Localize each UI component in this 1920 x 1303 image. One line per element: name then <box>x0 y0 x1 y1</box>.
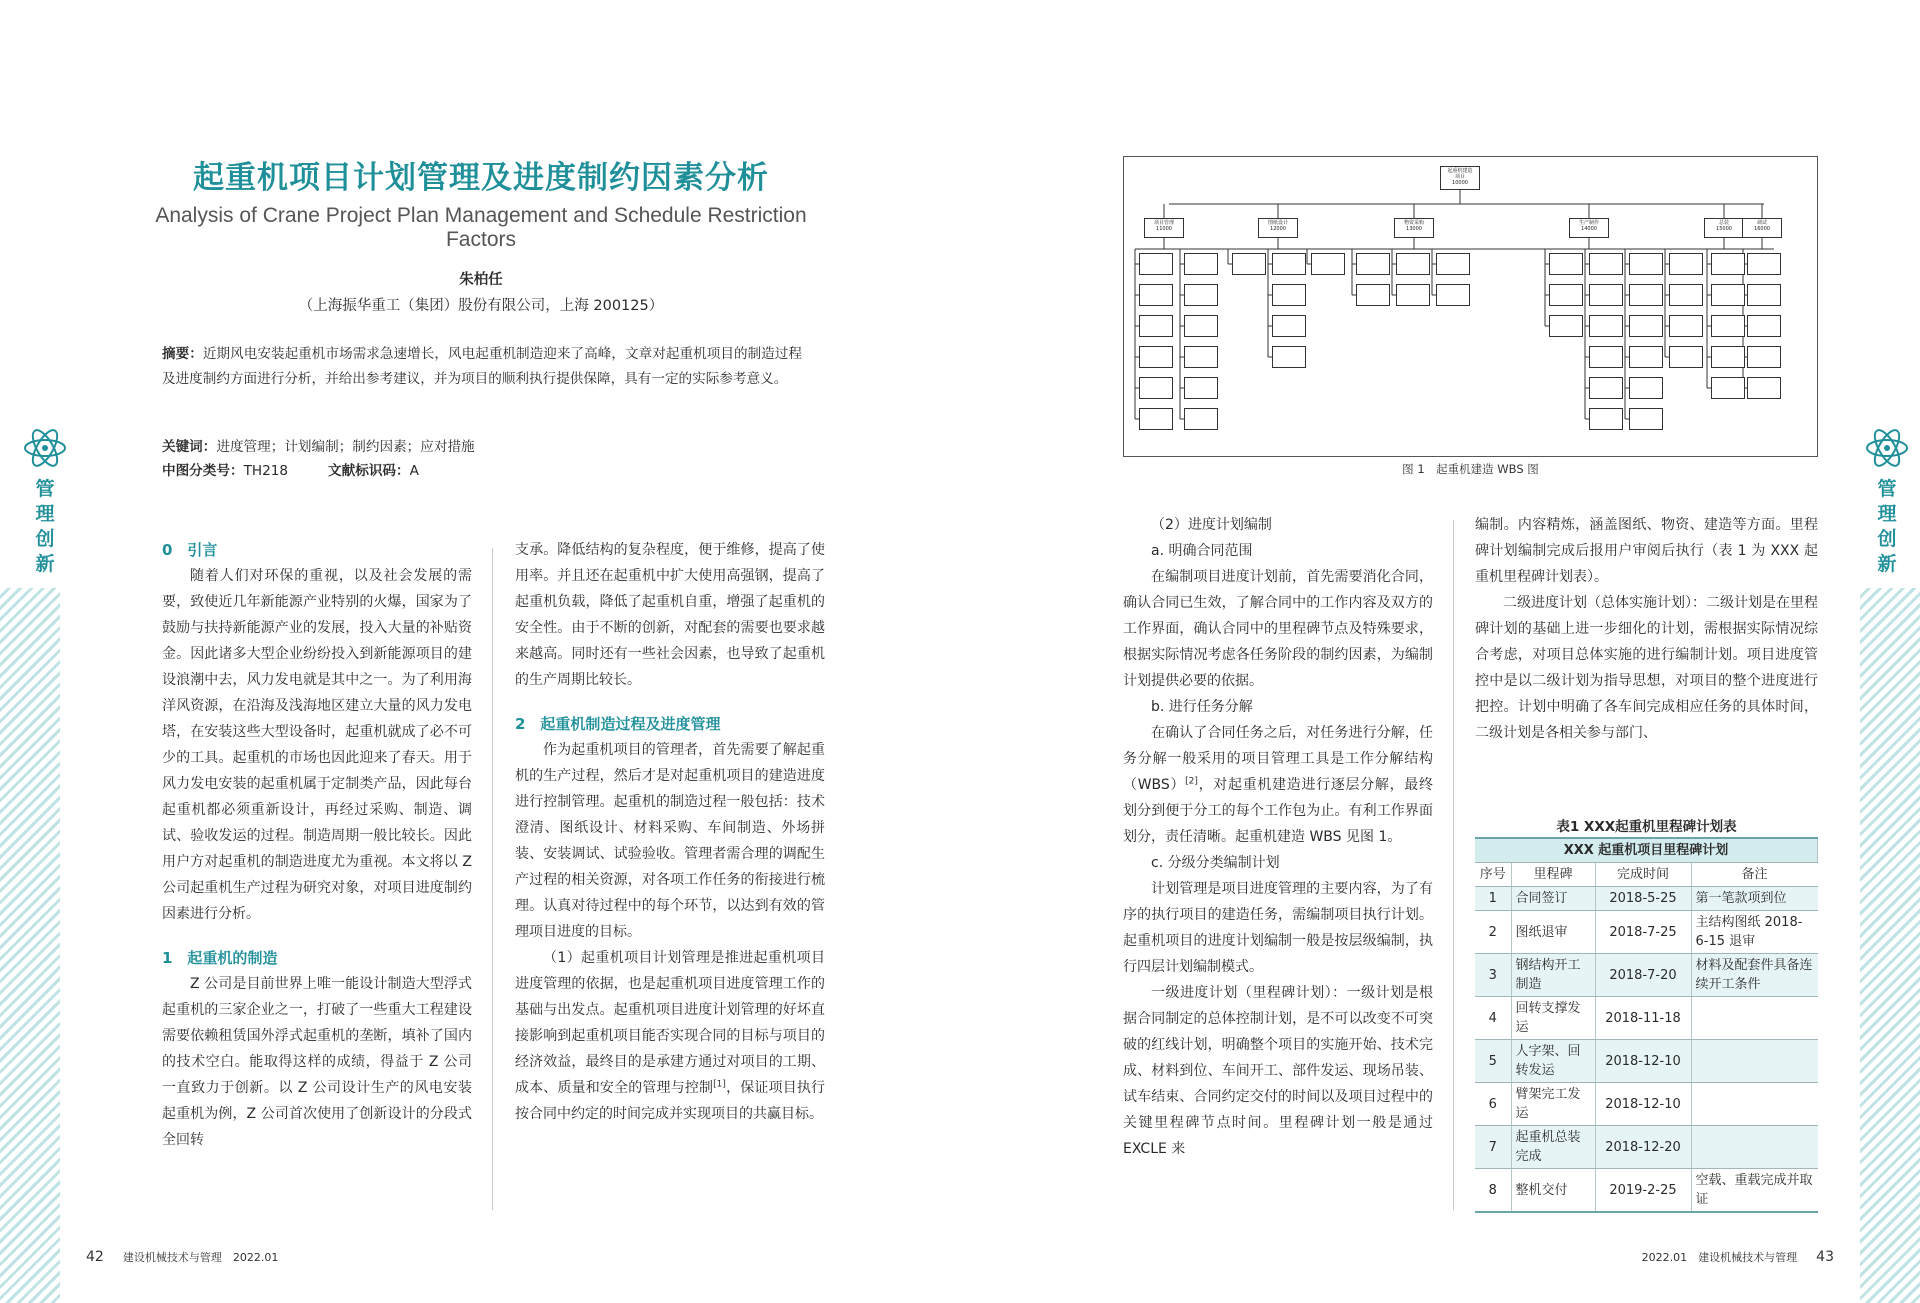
paragraph: 二级进度计划（总体实施计划）：二级计划是在里程碑计划的基础上进一步细化的计划，需根据实际情况综合考虑，对项目总体实施的进行编制计划。项目进度管控中是以二级计划为指导思想，对项目的整个进度进行把控。计划中明确了各车间完成相应任务的具体时间，二级计划是各相关参与部门、 <box>1475 595 1818 741</box>
paragraph: （1）起重机项目计划管理是推进起重机项目进度管理的依据，也是起重机项目进度管理工作的基础与出发点。起重机项目进度计划管理的好坏直接影响到起重机项目能否实现合同的目标与项目的经济效益，最终目的是承建方通过对项目的工期、成本、质量和安全的管理与控制[1]，保证项目执行按合同中约定的时间完成并实现项目的共赢目标。 <box>515 950 826 1122</box>
wbs-node <box>1629 346 1663 368</box>
wbs-node <box>1589 315 1623 337</box>
table-row <box>1475 1126 1818 1169</box>
wbs-node <box>1139 346 1173 368</box>
wbs-node <box>1589 377 1623 399</box>
wbs-node <box>1589 408 1623 430</box>
table-cell: 材料及配套件具备连续开工条件 <box>1691 954 1818 997</box>
table-cell: 整机交付 <box>1511 1169 1595 1213</box>
column-divider <box>1453 520 1454 1210</box>
table-row <box>1475 911 1818 954</box>
table-cell: 7 <box>1475 1126 1511 1169</box>
wbs-node <box>1184 377 1218 399</box>
wbs-node <box>1629 408 1663 430</box>
wbs-node <box>1747 315 1781 337</box>
section-heading-crane-manufacturing: 1 起重机的制造 <box>162 949 278 967</box>
wbs-node <box>1184 253 1218 275</box>
table-row <box>1475 1040 1818 1083</box>
subheading: （2）进度计划编制 <box>1151 517 1272 533</box>
table-cell: 2 <box>1475 911 1511 954</box>
wbs-node: 图纸设计 12000 <box>1258 218 1298 238</box>
table-cell: 6 <box>1475 1083 1511 1126</box>
table-cell: 2018-7-25 <box>1595 911 1691 954</box>
table-cell: 空载、重载完成并取证 <box>1691 1169 1818 1213</box>
atom-icon <box>1864 425 1910 471</box>
subheading: a. 明确合同范围 <box>1151 543 1253 559</box>
wbs-node <box>1669 346 1703 368</box>
wbs-node: 生产制作 14000 <box>1569 218 1609 238</box>
wbs-node <box>1272 253 1306 275</box>
table-cell: 2018-11-18 <box>1595 997 1691 1040</box>
table-cell: 3 <box>1475 954 1511 997</box>
table-cell: 图纸退审 <box>1511 911 1595 954</box>
wbs-node <box>1184 315 1218 337</box>
table-caption: XXX 起重机项目里程碑计划 <box>1475 838 1818 863</box>
keywords-block <box>162 435 802 483</box>
title-english: Analysis of Crane Project Plan Management and Schedule Restriction Factors <box>155 204 807 251</box>
journal-name: 2022.01 建设机械技术与管理 <box>1641 1251 1798 1264</box>
clc-value: TH218 <box>243 463 289 479</box>
wbs-node <box>1669 315 1703 337</box>
wbs-node <box>1669 284 1703 306</box>
wbs-node <box>1711 315 1745 337</box>
section-label: 管 理 创 新 <box>35 478 55 575</box>
table-cell: 第一笔款项到位 <box>1691 887 1818 911</box>
wbs-node <box>1747 346 1781 368</box>
abstract-text: 近期风电安装起重机市场需求急速增长，风电起重机制造迎来了高峰，文章对起重机项目的制造过程及进度制约方面进行分析，并给出参考建议，并为项目的顺利执行提供保障，具有一定的实际参考意义。 <box>162 346 803 387</box>
wbs-node <box>1629 253 1663 275</box>
table-title: 表1 XXX起重机里程碑计划表 <box>1556 819 1737 835</box>
table-row <box>1475 1169 1818 1213</box>
figure-caption: 图 1 起重机建造 WBS 图 <box>1402 462 1539 476</box>
wbs-node <box>1396 284 1430 306</box>
wbs-node <box>1711 284 1745 306</box>
paragraph: 在编制项目进度计划前，首先需要消化合同，确认合同已生效，了解合同中的工作内容及双方的工作界面，确认合同中的里程碑节点及特殊要求，根据实际情况考虑各任务阶段的制约因素，为编制计划提供必要的依据。 <box>1123 569 1433 689</box>
table-cell <box>1691 1040 1818 1083</box>
wbs-node <box>1747 377 1781 399</box>
table-cell <box>1691 1126 1818 1169</box>
wbs-node: 项目管理 11000 <box>1144 218 1184 238</box>
wbs-node <box>1589 284 1623 306</box>
right-section-tab <box>1856 425 1918 577</box>
page-number: 43 <box>1816 1249 1834 1265</box>
citation-ref: [1] <box>713 1079 726 1090</box>
affiliation: （上海振华重工（集团）股份有限公司，上海 200125） <box>298 298 664 314</box>
wbs-node <box>1711 346 1745 368</box>
left-section-tab <box>14 425 76 577</box>
wbs-node <box>1139 253 1173 275</box>
table-header: 备注 <box>1691 863 1818 887</box>
page-number: 42 <box>86 1249 104 1265</box>
wbs-node <box>1139 408 1173 430</box>
wbs-node <box>1669 253 1703 275</box>
table-cell: 臂架完工发运 <box>1511 1083 1595 1126</box>
paragraph: 作为起重机项目的管理者，首先需要了解起重机的生产过程，然后才是对起重机项目的建造进度进行控制管理。起重机的制造过程一般包括：技术澄清、图纸设计、材料采购、车间制造、外场拼装、安装调试、试验验收。管理者需合理的调配生产过程的相关资源，对各项工作任务的衔接进行梳理。认真对待过程中的每个环节，以达到有效的管理项目进度的目标。 <box>515 742 825 940</box>
table-cell <box>1691 997 1818 1040</box>
wbs-node <box>1311 253 1345 275</box>
wbs-node <box>1711 377 1745 399</box>
wbs-node: 总装 15000 <box>1704 218 1744 238</box>
journal-name: 建设机械技术与管理 2022.01 <box>122 1251 279 1264</box>
table-header: 序号 <box>1475 863 1511 887</box>
title-chinese: 起重机项目计划管理及进度制约因素分析 <box>193 160 769 196</box>
footer-right <box>1642 1249 1834 1265</box>
table-cell: 2018-12-10 <box>1595 1040 1691 1083</box>
table-cell: 钢结构开工制造 <box>1511 954 1595 997</box>
wbs-node <box>1184 408 1218 430</box>
wbs-node <box>1589 253 1623 275</box>
table-row <box>1475 954 1818 997</box>
table-cell: 2018-5-25 <box>1595 887 1691 911</box>
author: 朱柏任 <box>459 272 503 288</box>
section-heading-process: 2 起重机制造过程及进度管理 <box>515 715 721 733</box>
table-cell: 1 <box>1475 887 1511 911</box>
wbs-node <box>1436 284 1470 306</box>
section-label: 管 理 创 新 <box>1877 478 1897 575</box>
table-cell: 2018-12-20 <box>1595 1126 1691 1169</box>
table-row <box>1475 1083 1818 1126</box>
doc-code-value: A <box>409 463 419 479</box>
paragraph: 在确认了合同任务之后，对任务进行分解，任务分解一般采用的项目管理工具是工作分解结构（WBS）[2]，对起重机建造进行逐层分解，最终划分到便于分工的每个工作包为止。有利工作界面划分，责任清晰。起重机建造 WBS 见图 1。 <box>1123 725 1433 845</box>
wbs-figure <box>1123 156 1818 457</box>
table-body <box>1475 887 1818 1213</box>
wbs-node <box>1356 253 1390 275</box>
body-column-1 <box>162 537 472 1153</box>
wbs-node <box>1272 346 1306 368</box>
wbs-node: 起重机建造 项目 10000 <box>1440 166 1480 190</box>
table-cell: 起重机总装完成 <box>1511 1126 1595 1169</box>
table-cell: 5 <box>1475 1040 1511 1083</box>
citation-ref: [2] <box>1185 776 1198 787</box>
keywords-label: 关键词： <box>162 439 217 455</box>
table-cell: 8 <box>1475 1169 1511 1213</box>
wbs-node <box>1549 284 1583 306</box>
wbs-node: 调试 16000 <box>1742 218 1782 238</box>
table-cell: 2019-2-25 <box>1595 1169 1691 1213</box>
table-row <box>1475 887 1818 911</box>
table-cell: 人字架、回转发运 <box>1511 1040 1595 1083</box>
wbs-node <box>1629 377 1663 399</box>
wbs-node <box>1139 284 1173 306</box>
table-cell: 回转支撑发运 <box>1511 997 1595 1040</box>
wbs-node <box>1272 315 1306 337</box>
paragraph: 编制。内容精炼，涵盖图纸、物资、建造等方面。里程碑计划编制完成后报用户审阅后执行（表 1 为 XXX 起重机里程碑计划表）。 <box>1475 517 1818 585</box>
abstract-label: 摘要： <box>162 346 203 362</box>
wbs-node <box>1356 284 1390 306</box>
wbs-node <box>1139 377 1173 399</box>
atom-icon <box>22 425 68 471</box>
milestone-table <box>1475 837 1818 1213</box>
wbs-node <box>1629 284 1663 306</box>
wbs-node <box>1549 315 1583 337</box>
table-cell: 2018-7-20 <box>1595 954 1691 997</box>
paragraph: Z 公司是目前世界上唯一能设计制造大型浮式起重机的三家企业之一，打破了一些重大工程建设需要依赖租赁国外浮式起重机的垄断，填补了国内的技术空白。能取得这样的成绩，得益于 Z 公司一直致力于创新。以 Z 公司设计生产的风电安装起重机为例，Z 公司首次使用了创新设计的分段式全回转 <box>162 976 472 1148</box>
wbs-node <box>1711 253 1745 275</box>
wbs-node <box>1232 253 1266 275</box>
column-divider <box>492 548 493 1210</box>
keywords-text: 进度管理；计划编制；制约因素；应对措施 <box>216 439 475 455</box>
table-cell: 合同签订 <box>1511 887 1595 911</box>
paragraph: 计划管理是项目进度管理的主要内容，为了有序的执行项目的建造任务，需编制项目执行计划。起重机项目的进度计划编制一般是按层级编制，执行四层计划编制模式。 <box>1123 881 1433 975</box>
wbs-node <box>1747 253 1781 275</box>
table-cell: 主结构图纸 2018-6-15 退审 <box>1691 911 1818 954</box>
table-header: 里程碑 <box>1511 863 1595 887</box>
table-cell <box>1691 1083 1818 1126</box>
left-stripe-decoration <box>0 588 60 1303</box>
body-column-3 <box>1123 512 1433 1162</box>
section-heading-intro: 0 引言 <box>162 541 218 559</box>
body-column-2 <box>515 537 825 1127</box>
table-header: 完成时间 <box>1595 863 1691 887</box>
paragraph: 一级进度计划（里程碑计划）：一级计划是根据合同制定的总体控制计划，是不可以改变不可突破的红线计划，明确整个项目的实施开始、技术完成、材料到位、车间开工、部件发运、现场吊装、试车结束、合同约定交付的时间以及项目过程中的关键里程碑节点时间。里程碑计划一般是通过 EXCLE 来 <box>1123 985 1433 1157</box>
paragraph: 支承。降低结构的复杂程度，便于维修，提高了使用率。并且还在起重机中扩大使用高强钢，提高了起重机负载，降低了起重机自重，增强了起重机的安全性。由于不断的创新，对配套的需要也要求越来越高。同时还有一些社会因素，也导致了起重机的生产周期比较长。 <box>515 542 825 688</box>
wbs-node <box>1629 315 1663 337</box>
doc-code-label: 文献标识码： <box>328 463 410 479</box>
subheading: b. 进行任务分解 <box>1151 699 1253 715</box>
wbs-node <box>1747 284 1781 306</box>
clc-label: 中图分类号： <box>162 463 244 479</box>
wbs-node <box>1396 253 1430 275</box>
wbs-node <box>1139 315 1173 337</box>
wbs-node <box>1436 253 1470 275</box>
wbs-connectors <box>1124 157 1817 456</box>
wbs-node <box>1184 284 1218 306</box>
table-row <box>1475 997 1818 1040</box>
wbs-node <box>1184 346 1218 368</box>
wbs-node <box>1272 284 1306 306</box>
body-column-4 <box>1475 512 1818 746</box>
paragraph: 随着人们对环保的重视，以及社会发展的需要，致使近几年新能源产业特别的火爆，国家为了鼓励与扶持新能源产业的发展，投入大量的补贴资金。因此诸多大型企业纷纷投入到新能源项目的建设浪潮中去，风力发电就是其中之一。为了利用海洋风资源，在沿海及浅海地区建立大量的风力发电塔，在安装这些大型设备时，起重机就成了必不可少的工具。起重机的市场也因此迎来了春天。用于风力发电安装的起重机属于定制类产品，因此每台起重机都必须重新设计，再经过采购、制造、调试、验收发运的过程。制造周期一般比较长。因此用户方对起重机的制造进度尤为重视。本文将以 Z 公司起重机生产过程为研究对象，对项目进度制约因素进行分析。 <box>162 568 472 922</box>
table-cell: 2018-12-10 <box>1595 1083 1691 1126</box>
wbs-node <box>1589 346 1623 368</box>
wbs-node <box>1549 253 1583 275</box>
wbs-node: 物资采购 13000 <box>1394 218 1434 238</box>
abstract <box>162 342 802 392</box>
right-stripe-decoration <box>1860 588 1920 1303</box>
footer-left <box>86 1249 278 1265</box>
table-cell: 4 <box>1475 997 1511 1040</box>
subheading: c. 分级分类编制计划 <box>1151 855 1280 871</box>
